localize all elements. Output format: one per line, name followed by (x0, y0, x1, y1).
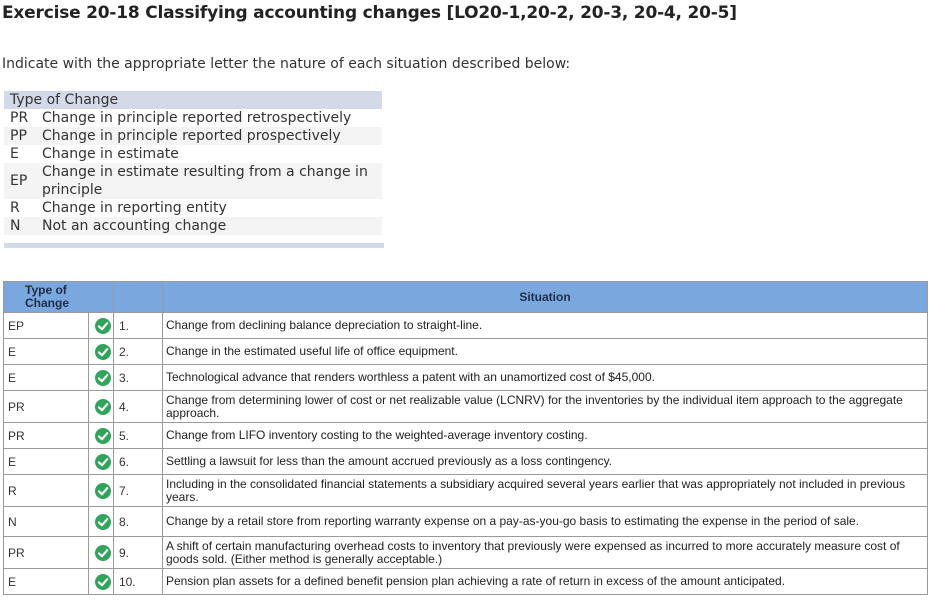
answer-select[interactable]: PR (4, 537, 89, 569)
answer-select[interactable]: E (4, 339, 89, 365)
check-circle-icon (95, 318, 111, 334)
situation-text: Change from declining balance depreciation to straight-line. (163, 313, 928, 339)
legend-row (4, 127, 382, 145)
legend-desc: Change in estimate resulting from a change in principle (42, 164, 368, 198)
situation-text: Pension plan assets for a defined benefit pension plan achieving a rate of return in excess of the amount anticipated. (163, 569, 928, 595)
header-type-of-change: Type of Change (4, 282, 114, 313)
legend-row (4, 217, 382, 235)
legend-desc: Change in principle reported prospectively (42, 128, 341, 144)
exercise-title: Exercise 20-18 Classifying accounting changes [LO20-1,20-2, 20-3, 20-4, 20-5] (2, 3, 737, 23)
row-number: 7. (114, 475, 163, 507)
row-number: 3. (114, 365, 163, 391)
answer-select[interactable]: E (4, 365, 89, 391)
answer-select[interactable]: R (4, 475, 89, 507)
situation-text: Settling a lawsuit for less than the amount accrued previously as a loss contingency. (163, 449, 928, 475)
header-situation: Situation (163, 282, 928, 313)
table-header-row (4, 282, 928, 313)
answer-select[interactable]: PR (4, 423, 89, 449)
row-number: 1. (114, 313, 163, 339)
instructions-text: Indicate with the appropriate letter the nature of each situation described below: (2, 56, 571, 72)
legend-header: Type of Change (4, 91, 382, 109)
legend-desc: Not an accounting change (42, 218, 227, 234)
check-circle-icon (95, 545, 111, 561)
correct-indicator (89, 449, 114, 475)
type-of-change-legend (4, 91, 382, 235)
table-row (4, 365, 928, 391)
legend-code: N (10, 218, 21, 234)
legend-row (4, 163, 382, 199)
legend-code: PR (10, 110, 29, 126)
check-circle-icon (95, 514, 111, 530)
row-number: 2. (114, 339, 163, 365)
row-number: 6. (114, 449, 163, 475)
legend-code: EP (10, 173, 28, 189)
correct-indicator (89, 313, 114, 339)
row-number: 5. (114, 423, 163, 449)
legend-desc: Change in principle reported retrospectively (42, 110, 352, 126)
correct-indicator (89, 423, 114, 449)
check-circle-icon (95, 574, 111, 590)
legend-code: R (10, 200, 20, 216)
answer-select[interactable]: N (4, 507, 89, 537)
correct-indicator (89, 365, 114, 391)
legend-row (4, 145, 382, 163)
legend-row (4, 109, 382, 127)
correct-indicator (89, 507, 114, 537)
answer-select[interactable]: PR (4, 391, 89, 423)
table-row (4, 339, 928, 365)
table-row (4, 475, 928, 507)
table-row (4, 449, 928, 475)
table-row (4, 423, 928, 449)
check-circle-icon (95, 483, 111, 499)
situation-text: Including in the consolidated financial statements a subsidiary acquired several years earlier that was appropriately not included in previous years. (163, 475, 928, 507)
situation-text: Change from determining lower of cost or net realizable value (LCNRV) for the inventories by the individual item approach to the aggregate approach. (163, 391, 928, 423)
row-number: 8. (114, 507, 163, 537)
table-row (4, 569, 928, 595)
legend-desc: Change in reporting entity (42, 200, 227, 216)
table-row (4, 391, 928, 423)
correct-indicator (89, 569, 114, 595)
situation-text: A shift of certain manufacturing overhead costs to inventory that previously were expensed as incurred to more accurately measure cost of goods sold. (Either method is generally acceptable.) (163, 537, 928, 569)
table-row (4, 313, 928, 339)
answer-select[interactable]: E (4, 569, 89, 595)
answer-select[interactable]: EP (4, 313, 89, 339)
row-number: 9. (114, 537, 163, 569)
check-circle-icon (95, 370, 111, 386)
situation-text: Change from LIFO inventory costing to the weighted-average inventory costing. (163, 423, 928, 449)
legend-code: PP (10, 128, 27, 144)
table-row (4, 537, 928, 569)
situation-text: Technological advance that renders worthless a patent with an unamortized cost of $45,000. (163, 365, 928, 391)
check-circle-icon (95, 454, 111, 470)
legend-code: E (10, 146, 19, 162)
table-row (4, 507, 928, 537)
correct-indicator (89, 537, 114, 569)
correct-indicator (89, 475, 114, 507)
answer-select[interactable]: E (4, 449, 89, 475)
check-circle-icon (95, 428, 111, 444)
situation-text: Change by a retail store from reporting warranty expense on a pay-as-you-go basis to estimating the expense in the period of sale. (163, 507, 928, 537)
legend-row (4, 199, 382, 217)
classification-table (3, 281, 928, 595)
row-number: 4. (114, 391, 163, 423)
correct-indicator (89, 339, 114, 365)
correct-indicator (89, 391, 114, 423)
row-number: 10. (114, 569, 163, 595)
legend-desc: Change in estimate (42, 146, 179, 162)
check-circle-icon (95, 344, 111, 360)
legend-divider (4, 243, 384, 248)
check-circle-icon (95, 399, 111, 415)
header-number (114, 282, 163, 313)
situation-text: Change in the estimated useful life of office equipment. (163, 339, 928, 365)
